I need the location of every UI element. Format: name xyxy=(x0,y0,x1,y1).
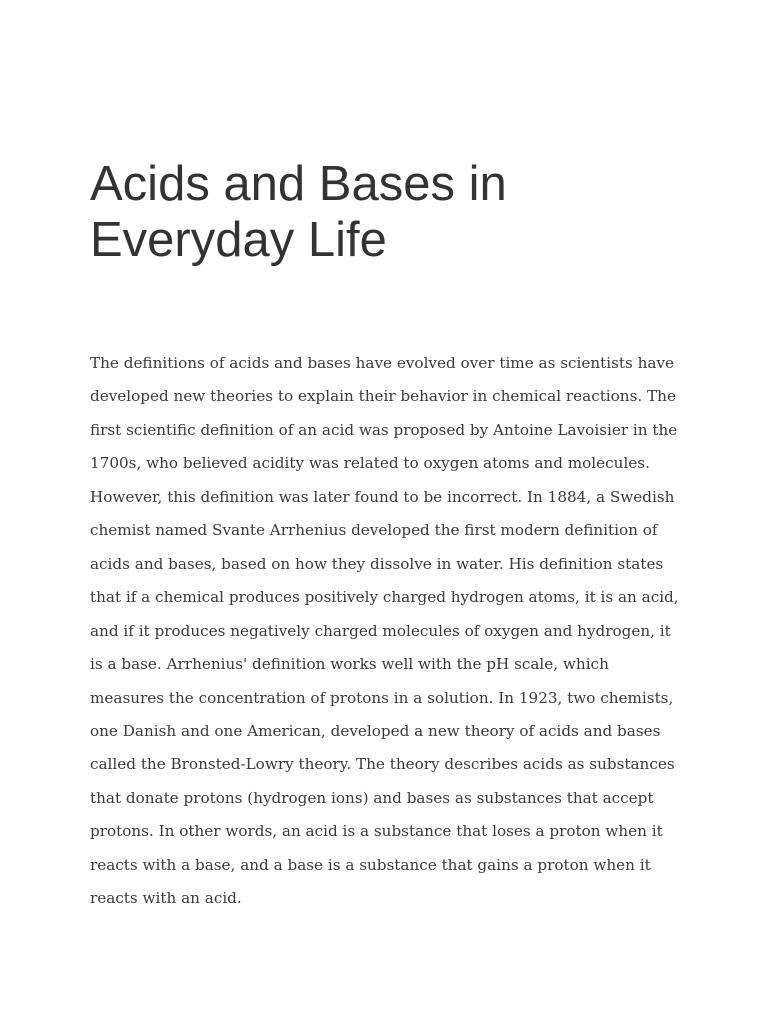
page-title: Acids and Bases in Everyday Life xyxy=(90,157,507,267)
body-paragraph: The definitions of acids and bases have evolved over time as scientists have developed new theories to explain their behavior in chemical reactions. The first scientific definition of an acid was proposed by Antoine Lavoisier in the 1700s, who believed acidity was related to oxygen atoms and molecules. However, this definition was later found to be incorrect. In 1884, a Swedish chemist named Svante Arrhenius developed the first modern definition of acids and bases, based on how they dissolve in water. His definition states that if a chemical produces positively charged hydrogen atoms, it is an acid, and if it produces negatively charged molecules of oxygen and hydrogen, it is a base. Arrhenius' definition works well with the pH scale, which measures the concentration of protons in a solution. In 1923, two chemists, one Danish and one American, developed a new theory of acids and bases called the Bronsted-Lowry theory. The theory describes acids as substances that donate protons (hydrogen ions) and bases as substances that accept protons. In other words, an acid is a substance that loses a proton when it reacts with a base, and a base is a substance that gains a proton when it reacts with an acid. xyxy=(90,354,679,908)
